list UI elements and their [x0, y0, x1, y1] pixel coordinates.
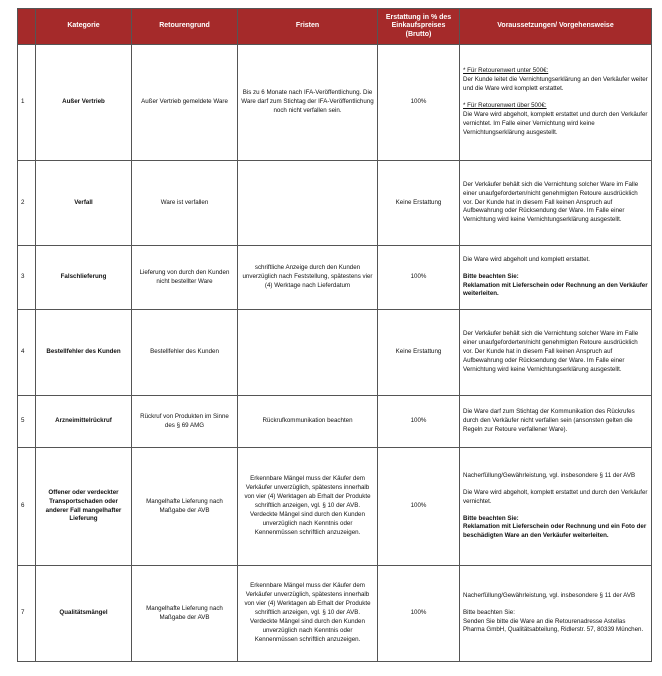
- header-fristen: Fristen: [238, 9, 378, 45]
- row-voraussetzungen: [460, 246, 652, 310]
- table-row: [18, 448, 652, 566]
- row-kategorie: Falschlieferung: [36, 246, 132, 310]
- table-header-row: [18, 9, 652, 45]
- condition-text: Die Ware wird abgeholt, komplett erstattet und durch den Verkäufer vernichtet.: [463, 488, 648, 505]
- row-number: 2: [18, 161, 36, 246]
- header-retourengrund: Retourengrund: [132, 9, 238, 45]
- header-erstattung: Erstattung in % des Einkaufspreises (Brutto): [378, 9, 460, 45]
- row-kategorie: Außer Vertrieb: [36, 45, 132, 161]
- note-text: Reklamation mit Lieferschein oder Rechnung und ein Foto der beschädigten Ware an den Verkäufer weiterleiten.: [463, 523, 647, 540]
- row-retourengrund: Mangelhafte Lieferung nach Maßgabe der AVB: [132, 566, 238, 662]
- row-erstattung: 100%: [378, 396, 460, 448]
- row-kategorie: Qualitätsmängel: [36, 566, 132, 662]
- condition-text: Nacherfüllung/Gewährleistung, vgl. insbesondere § 11 der AVB: [463, 471, 636, 479]
- row-retourengrund: Mangelhafte Lieferung nach Maßgabe der AVB: [132, 448, 238, 566]
- row-erstattung: Keine Erstattung: [378, 310, 460, 396]
- row-voraussetzungen: [460, 448, 652, 566]
- row-fristen: Erkennbare Mängel muss der Käufer dem Verkäufer unverzüglich, spätestens innerhalb von vier (4) Werktagen ab Erhalt der Produkte schriftlich anzeigen, vgl. § 10 der AVB. Verdeckte Mängel sind durch den Kunden unverzüglich nach Kenntnis oder Kennenmüssen schriftlich anzuzeigen.: [238, 566, 378, 662]
- table-row: [18, 246, 652, 310]
- row-retourengrund: Bestellfehler des Kunden: [132, 310, 238, 396]
- returns-table: [17, 8, 652, 662]
- row-retourengrund: Lieferung von durch den Kunden nicht bestellter Ware: [132, 246, 238, 310]
- row-fristen: Rückrufkommunikation beachten: [238, 396, 378, 448]
- row-fristen: [238, 310, 378, 396]
- row-voraussetzungen: [460, 45, 652, 161]
- row-kategorie: Verfall: [36, 161, 132, 246]
- row-number: 4: [18, 310, 36, 396]
- table-row: [18, 566, 652, 662]
- header-num: [18, 9, 36, 45]
- condition-text: Nacherfüllung/Gewährleistung, vgl. insbesondere § 11 der AVB: [463, 591, 636, 599]
- condition-text: Die Ware darf zum Stichtag der Kommunikation des Rückrufes durch den Verkäufer nicht verfallen sein (ansonsten gelten die Regeln zur Retoure verfallener Ware).: [463, 408, 635, 433]
- header-voraussetzungen: Voraussetzungen/ Vorgehensweise: [460, 9, 652, 45]
- row-voraussetzungen: [460, 161, 652, 246]
- row-erstattung: 100%: [378, 566, 460, 662]
- row-kategorie: Bestellfehler des Kunden: [36, 310, 132, 396]
- row-fristen: schriftliche Anzeige durch den Kunden unverzüglich nach Feststellung, spätestens vier (4) Werktage nach Lieferdatum: [238, 246, 378, 310]
- row-voraussetzungen: [460, 396, 652, 448]
- note-heading: Bitte beachten Sie:: [463, 514, 519, 522]
- row-kategorie: Arzneimittelrückruf: [36, 396, 132, 448]
- condition-text: Die Ware wird abgeholt, komplett erstattet und durch den Verkäufer vernichtet. Im Falle einer Vernichtung wird keine Vernichtungserklärung ausgestellt.: [463, 110, 648, 136]
- condition-text: Bitte beachten Sie:: [463, 608, 515, 616]
- row-fristen: [238, 161, 378, 246]
- note-text: Reklamation mit Lieferschein oder Rechnung an den Verkäufer weiterleiten.: [463, 281, 648, 298]
- table-row: [18, 45, 652, 161]
- row-number: 1: [18, 45, 36, 161]
- condition-text: Senden Sie bitte die Ware an die Retourenadresse Astellas Pharma GmbH, Qualitätsabteilung, Ridlerstr. 57, 80339 München.: [463, 617, 644, 634]
- row-number: 3: [18, 246, 36, 310]
- row-retourengrund: Rückruf von Produkten im Sinne des § 69 AMG: [132, 396, 238, 448]
- condition-text: Der Kunde leitet die Vernichtungserklärung an den Verkäufer weiter und die Ware wird komplett erstattet.: [463, 76, 648, 93]
- row-number: 6: [18, 448, 36, 566]
- row-voraussetzungen: [460, 566, 652, 662]
- table-row: [18, 310, 652, 396]
- row-erstattung: 100%: [378, 45, 460, 161]
- row-number: 7: [18, 566, 36, 662]
- header-kategorie: Kategorie: [36, 9, 132, 45]
- row-erstattung: 100%: [378, 448, 460, 566]
- row-kategorie: Offener oder verdeckter Transportschaden oder anderer Fall mangelhafter Lieferung: [36, 448, 132, 566]
- row-retourengrund: Ware ist verfallen: [132, 161, 238, 246]
- row-erstattung: Keine Erstattung: [378, 161, 460, 246]
- row-fristen: Bis zu 6 Monate nach IFA-Veröffentlichung. Die Ware darf zum Stichtag der IFA-Veröffentlichung noch nicht verfallen sein.: [238, 45, 378, 161]
- row-erstattung: 100%: [378, 246, 460, 310]
- table-row: [18, 161, 652, 246]
- row-fristen: Erkennbare Mängel muss der Käufer dem Verkäufer unverzüglich, spätestens innerhalb von vier (4) Werktagen ab Erhalt der Produkte schriftlich anzeigen, vgl. § 10 der AVB. Verdeckte Mängel sind durch den Kunden unverzüglich nach Kenntnis oder Kennenmüssen schriftlich anzuzeigen.: [238, 448, 378, 566]
- condition-text: Die Ware wird abgeholt und komplett erstattet.: [463, 255, 591, 263]
- row-number: 5: [18, 396, 36, 448]
- row-voraussetzungen: [460, 310, 652, 396]
- condition-text: Der Verkäufer behält sich die Vernichtung solcher Ware im Falle einer unaufgeforderten/nicht genehmigten Retoure ausdrücklich vor. Der Kunde hat in diesem Fall keinen Anspruch auf Aufbewahrung oder Rücksendung der Ware. Im Falle einer Vernichtung wird keine Vernichtungserklärung ausgestellt.: [463, 180, 639, 224]
- row-retourengrund: Außer Vertrieb gemeldete Ware: [132, 45, 238, 161]
- note-heading: Bitte beachten Sie:: [463, 272, 519, 280]
- condition-heading: * Für Retourenwert über 500€:: [463, 102, 547, 109]
- condition-text: Der Verkäufer behält sich die Vernichtung solcher Ware im Falle einer unaufgeforderten/nicht genehmigten Retoure ausdrücklich vor. Der Kunde hat in diesem Fall keinen Anspruch auf Aufbewahrung oder Rücksendung der Ware. Im Falle einer Vernichtung wird keine Vernichtungserklärung ausgestellt.: [463, 330, 639, 373]
- condition-heading: * Für Retourenwert unter 500€:: [463, 67, 549, 75]
- table-row: [18, 396, 652, 448]
